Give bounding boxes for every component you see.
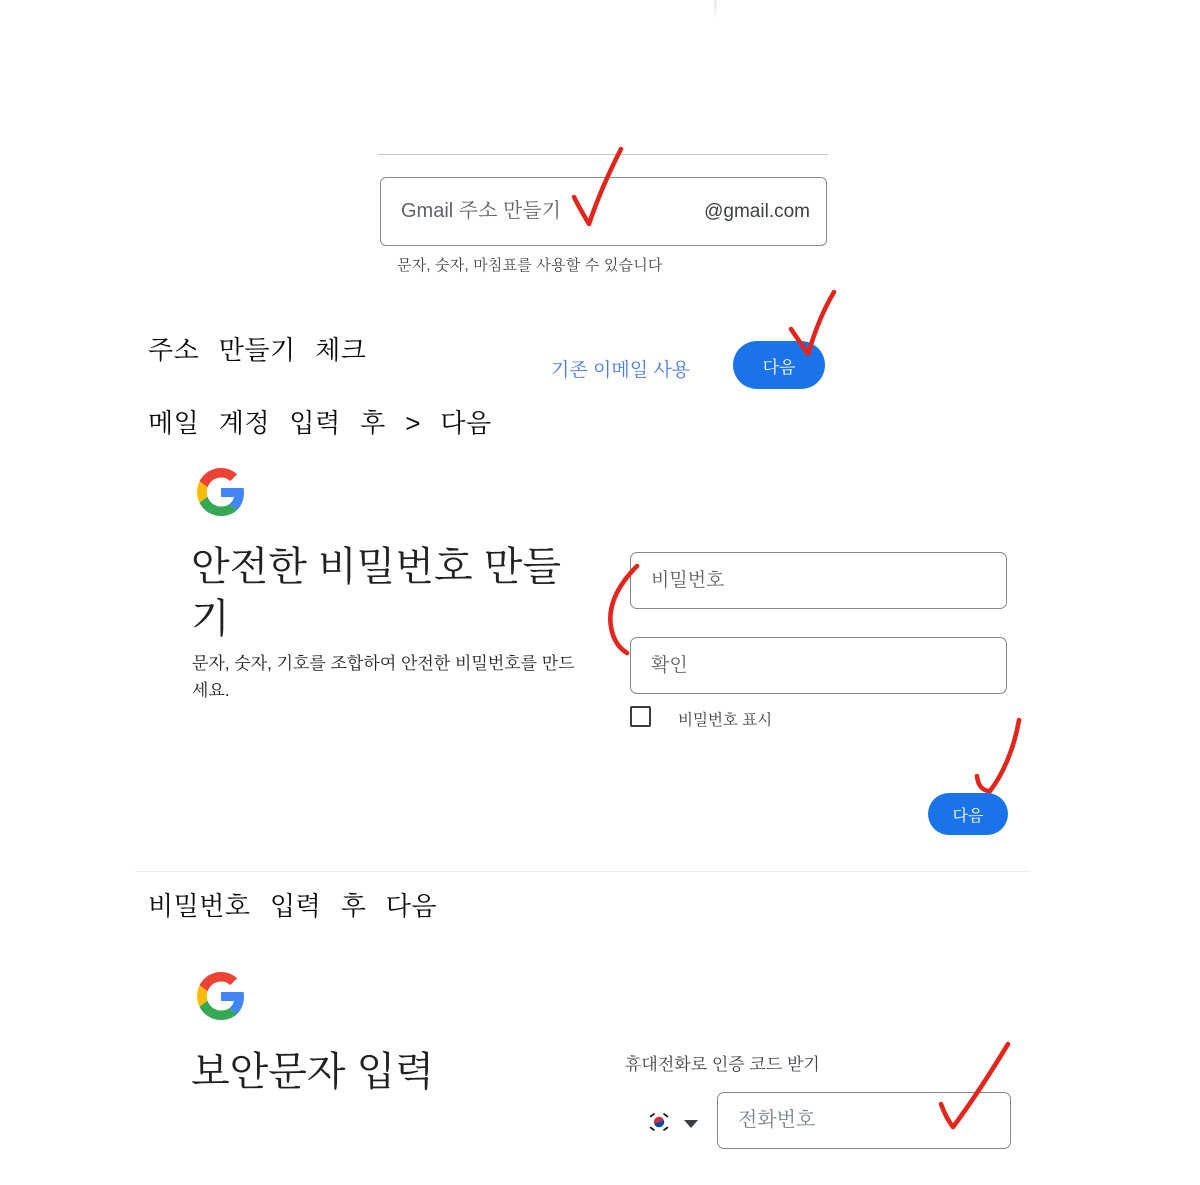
- password-input[interactable]: [631, 553, 1006, 608]
- top-divider-line: [378, 154, 828, 155]
- south-korea-flag-icon[interactable]: [646, 1109, 672, 1135]
- handwritten-note-step3: 비밀번호 입력 후 다음: [148, 891, 438, 921]
- phone-number-input[interactable]: [718, 1093, 1010, 1148]
- password-step-heading: 안전한 비밀번호 만들기: [191, 545, 561, 641]
- faint-top-artifact: [714, 0, 717, 20]
- captcha-step-heading: 보안문자 입력: [191, 1050, 434, 1094]
- section-divider-line: [135, 871, 1030, 872]
- handwritten-note-step1: 주소 만들기 체크: [148, 335, 367, 365]
- google-logo-icon: [197, 972, 245, 1020]
- password-confirm-input[interactable]: [631, 638, 1006, 693]
- show-password-checkbox[interactable]: [630, 706, 651, 727]
- password-step-description: 문자, 숫자, 기호를 조합하여 안전한 비밀번호를 만드세요.: [192, 654, 575, 700]
- phone-number-field[interactable]: [717, 1092, 1011, 1149]
- next-button-gmail-step[interactable]: 다음: [733, 341, 825, 389]
- country-dropdown-arrow-icon[interactable]: [684, 1120, 698, 1128]
- phone-verification-hint: 휴대전화로 인증 코드 받기: [625, 1055, 820, 1074]
- next-button-password-step[interactable]: 다음: [928, 793, 1008, 835]
- gmail-address-field[interactable]: [380, 177, 827, 246]
- gmail-domain-suffix: @gmail.com: [704, 200, 810, 222]
- show-password-label: 비밀번호 표시: [678, 712, 773, 729]
- use-existing-email-link[interactable]: 기존 이메일 사용: [551, 360, 691, 381]
- password-field[interactable]: [630, 552, 1007, 609]
- gmail-username-input[interactable]: [401, 200, 704, 223]
- gmail-helper-text: 문자, 숫자, 마침표를 사용할 수 있습니다: [397, 257, 663, 274]
- google-logo-icon: [197, 468, 245, 516]
- red-arrow-hook-next-button-2: [977, 776, 990, 791]
- red-arrow-next-button-2: [990, 720, 1019, 791]
- handwritten-note-step2: 메일 계정 입력 후 > 다음: [148, 408, 492, 438]
- password-confirm-field[interactable]: [630, 637, 1007, 694]
